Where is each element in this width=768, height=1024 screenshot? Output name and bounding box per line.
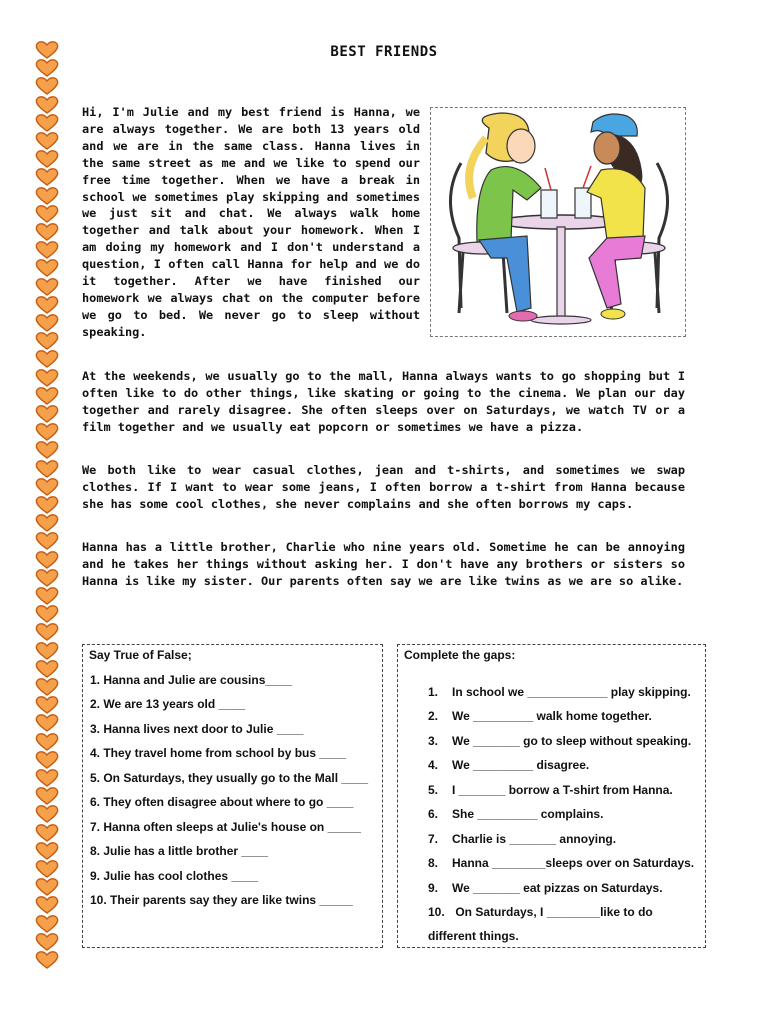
complete-gaps-box <box>397 644 706 948</box>
heart-icon <box>34 677 60 697</box>
paragraph-3: We both like to wear casual clothes, jean and t-shirts, and sometimes we swap clothes. If I want to wear some jeans, I often borrow a t-shirt from Hanna because she has some cool clothes, she never complains and she often borrows my caps. <box>82 463 685 511</box>
heart-icon <box>34 240 60 260</box>
heart-icon <box>34 713 60 733</box>
heart-icon <box>34 131 60 151</box>
heart-icon <box>34 622 60 642</box>
true-false-item: 9. Julie has cool clothes ____ <box>90 869 259 883</box>
heart-icon <box>34 386 60 406</box>
heart-icon <box>34 167 60 187</box>
heart-icon <box>34 368 60 388</box>
heart-icon <box>34 331 60 351</box>
true-false-item: 3. Hanna lives next door to Julie ____ <box>90 722 304 736</box>
heart-icon <box>34 641 60 661</box>
paragraph-1: Hi, I'm Julie and my best friend is Hanna, we are always together. We are both 13 years old and we are in the same class. Hanna lives in the same street as me and we like to spend our free time together. When we have a break in school we sometimes play skipping and sometimes we just sit and chat. We always walk home together and talk about your homework. When I am doing my homework and I don't understand a question, I often call Hanna for help and we do it together. After we have finished our homework we always chat on the computer before we go to bed. We never go to sleep without speaking. <box>82 105 420 339</box>
gap-item: 9. We _______ eat pizzas on Saturdays. <box>428 881 663 895</box>
heart-icon <box>34 295 60 315</box>
heart-icon <box>34 750 60 770</box>
heart-icon <box>34 695 60 715</box>
heart-icon <box>34 440 60 460</box>
heart-icon <box>34 823 60 843</box>
heart-icon <box>34 404 60 424</box>
heart-icon <box>34 313 60 333</box>
gap-item: 4. We _________ disagree. <box>428 758 590 772</box>
heart-icon <box>34 768 60 788</box>
heart-icon <box>34 568 60 588</box>
heart-icon <box>34 222 60 242</box>
gap-item: 10. On Saturdays, I ________like to do <box>428 905 653 919</box>
heart-icon <box>34 76 60 96</box>
heart-icon <box>34 932 60 952</box>
heart-icon <box>34 586 60 606</box>
true-false-box <box>82 644 383 948</box>
heart-icon <box>34 732 60 752</box>
heart-icon <box>34 950 60 970</box>
heart-icon <box>34 349 60 369</box>
heart-icon <box>34 422 60 442</box>
gap-item: 8. Hanna ________sleeps over on Saturdays. <box>428 856 695 870</box>
heart-border <box>34 40 64 970</box>
heart-icon <box>34 113 60 133</box>
heart-icon <box>34 277 60 297</box>
heart-icon <box>34 841 60 861</box>
true-false-heading: Say True of False; <box>89 648 192 662</box>
heart-icon <box>34 149 60 169</box>
gap-item: 6. She _________ complains. <box>428 807 604 821</box>
true-false-item: 1. Hanna and Julie are cousins____ <box>90 673 293 687</box>
heart-icon <box>34 550 60 570</box>
heart-icon <box>34 604 60 624</box>
gap-item: 3. We _______ go to sleep without speaking. <box>428 734 692 748</box>
heart-icon <box>34 914 60 934</box>
heart-icon <box>34 877 60 897</box>
friends-illustration <box>430 107 686 337</box>
page-title: BEST FRIENDS <box>330 44 438 60</box>
heart-icon <box>34 495 60 515</box>
gap-item: 1. In school we ____________ play skipping. <box>428 685 691 699</box>
true-false-item: 5. On Saturdays, they usually go to the Mall ____ <box>90 771 369 785</box>
gap-item: 5. I _______ borrow a T-shirt from Hanna. <box>428 783 673 797</box>
heart-icon <box>34 204 60 224</box>
heart-icon <box>34 459 60 479</box>
heart-icon <box>34 258 60 278</box>
true-false-item: 7. Hanna often sleeps at Julie's house on _____ <box>90 820 361 834</box>
heart-icon <box>34 659 60 679</box>
heart-icon <box>34 513 60 533</box>
paragraph-2: At the weekends, we usually go to the mall, Hanna always wants to go shopping but I often like to do other things, like skating or going to the cinema. We plan our day together and rarely disagree. She often sleeps over on Saturdays, we watch TV or a film together and we usually eat popcorn or sometimes we have a pizza. <box>82 369 685 434</box>
heart-icon <box>34 895 60 915</box>
true-false-item: 2. We are 13 years old ____ <box>90 697 246 711</box>
paragraph-4: Hanna has a little brother, Charlie who nine years old. Sometime he can be annoying and he takes her things without asking her. I don't have any brothers or sisters so Hanna is like my sister. Our parents often say we are like twins as we are so alike. <box>82 540 685 588</box>
heart-icon <box>34 58 60 78</box>
true-false-item: 8. Julie has a little brother ____ <box>90 844 269 858</box>
heart-icon <box>34 186 60 206</box>
true-false-item: 4. They travel home from school by bus ____ <box>90 746 347 760</box>
true-false-item: 6. They often disagree about where to go ____ <box>90 795 354 809</box>
heart-icon <box>34 804 60 824</box>
gap-item: 7. Charlie is _______ annoying. <box>428 832 617 846</box>
true-false-item: 10. Their parents say they are like twins _____ <box>90 893 353 907</box>
gap-item: 2. We _________ walk home together. <box>428 709 652 723</box>
heart-icon <box>34 531 60 551</box>
gap-item-continuation: different things. <box>428 929 519 943</box>
heart-icon <box>34 477 60 497</box>
complete-gaps-heading: Complete the gaps: <box>404 648 516 662</box>
heart-icon <box>34 95 60 115</box>
heart-icon <box>34 859 60 879</box>
heart-icon <box>34 786 60 806</box>
